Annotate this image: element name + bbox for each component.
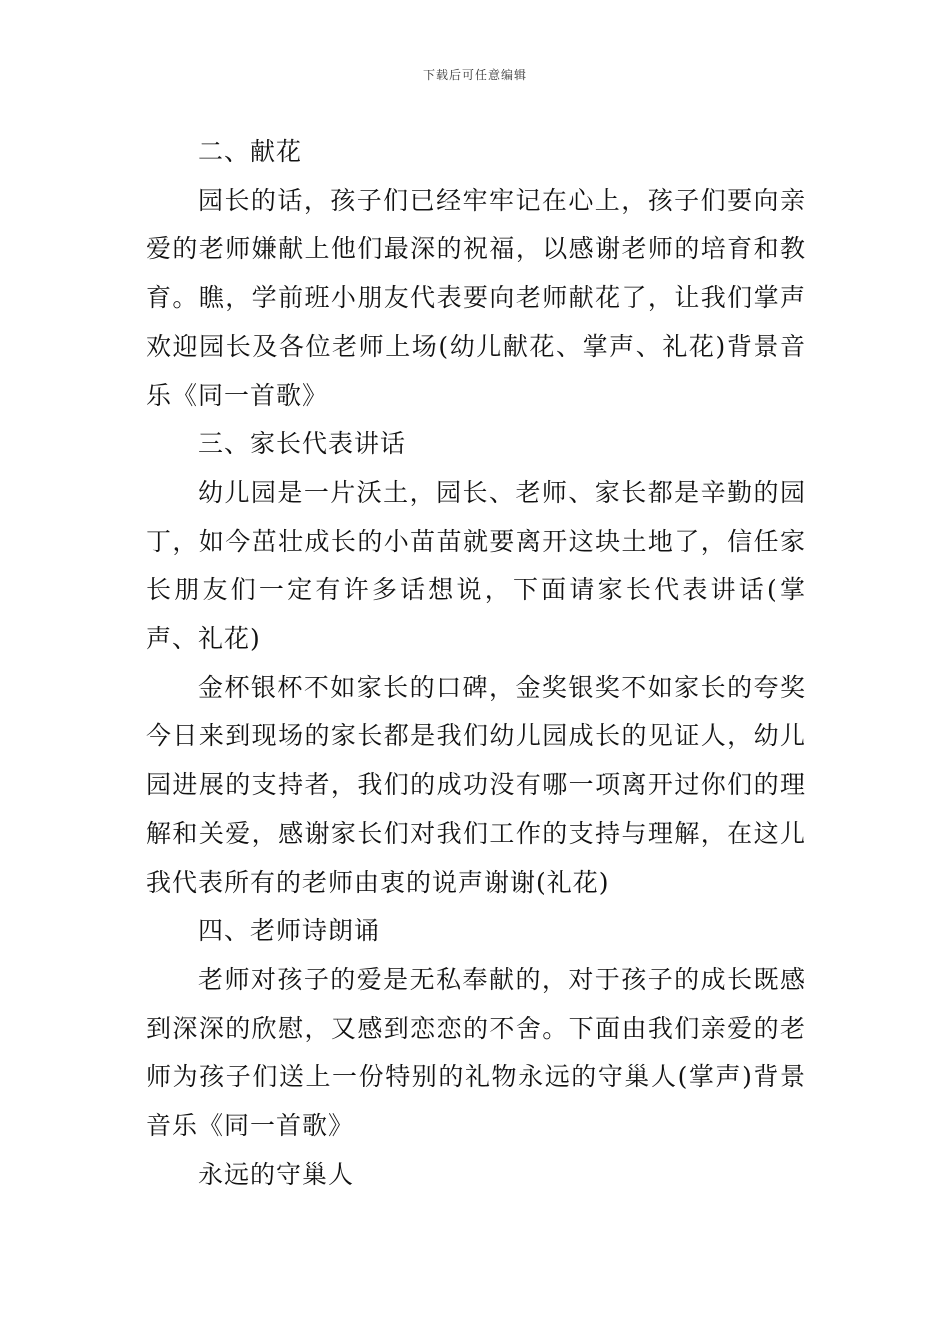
paragraph-parent-speech: 幼儿园是一片沃土，园长、老师、家长都是辛勤的园丁，如今茁壮成长的小苗苗就要离开这块土地了，信任家长朋友们一定有许多话想说，下面请家长代表讲话(掌声、礼花) — [146, 477, 806, 654]
paragraph-flowers: 园长的话，孩子们已经牢牢记在心上，孩子们要向亲爱的老师嫌献上他们最深的祝福，以感谢老师的培育和教育。瞧，学前班小朋友代表要向老师献花了，让我们掌声欢迎园长及各位老师上场(幼儿献花、掌声、礼花)背景音乐《同一首歌》 — [146, 185, 806, 410]
section-heading-parent-speech: 三、家长代表讲话 — [198, 429, 407, 459]
paragraph-thanks-parents: 金杯银杯不如家长的口碑，金奖银奖不如家长的夸奖今日来到现场的家长都是我们幼儿园成长的见证人，幼儿园进展的支持者，我们的成功没有哪一项离开过你们的理解和关爱，感谢家长们对我们工作的支持与理解，在这儿我代表所有的老师由衷的说声谢谢(礼花) — [146, 672, 806, 897]
poem-title: 永远的守巢人 — [198, 1159, 355, 1189]
document-body — [146, 128, 806, 1199]
paragraph-poem-intro: 老师对孩子的爱是无私奉献的，对于孩子的成长既感到深深的欣慰，又感到恋恋的不舍。下面由我们亲爱的老师为孩子们送上一份特别的礼物永远的守巢人(掌声)背景音乐《同一首歌》 — [146, 964, 806, 1141]
section-heading-poem: 四、老师诗朗诵 — [198, 916, 381, 946]
section-heading-flowers: 二、献花 — [198, 137, 303, 166]
page-header-note: 下载后可任意编辑 — [422, 68, 527, 82]
